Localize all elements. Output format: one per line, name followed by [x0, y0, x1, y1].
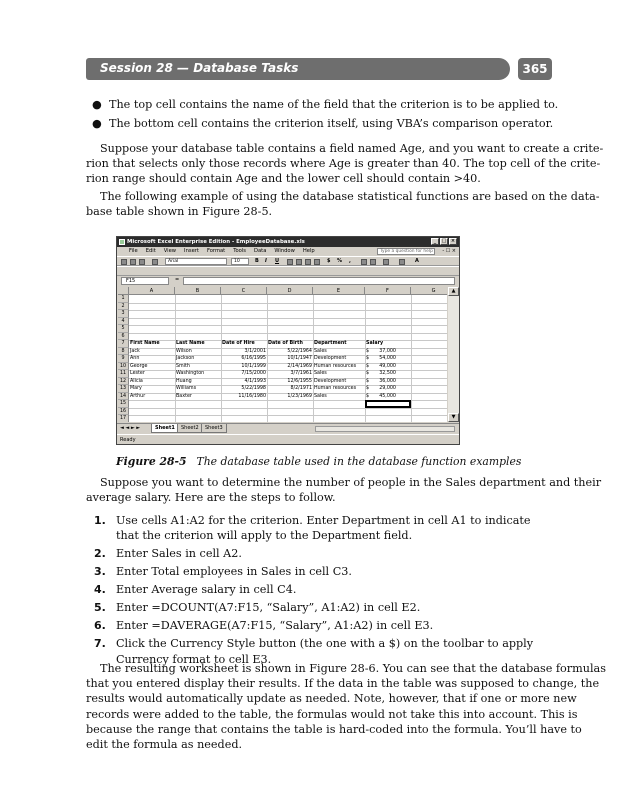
increase-decimal-icon[interactable]: [361, 259, 367, 265]
salary-cell: 29,000: [379, 386, 396, 391]
row-header[interactable]: 10: [118, 363, 129, 371]
bullet-item: [92, 97, 559, 113]
sheet-tab-bar: [117, 423, 459, 433]
vertical-scrollbar[interactable]: [448, 287, 459, 422]
grid-line: [129, 325, 447, 326]
salary-cell: 36,000: [379, 378, 396, 384]
menu-format[interactable]: Format: [206, 248, 226, 254]
comma-style-button[interactable]: ,: [349, 258, 351, 264]
table-cell: 4/1/1993: [244, 378, 266, 384]
table-cell: Ann: [130, 356, 140, 361]
paragraph-result-discussion: [86, 661, 606, 752]
para-line: Suppose you want to determine the number of people in the Sales department and their: [100, 476, 602, 489]
window-controls: [431, 238, 457, 245]
step-item: [86, 546, 546, 561]
table-cell: Sales: [314, 393, 327, 399]
save-icon[interactable]: [139, 259, 145, 265]
table-cell: 2/14/1969: [287, 363, 312, 369]
paragraph-criterion-example: [86, 141, 604, 187]
bullet-text: The bottom cell contains the criterion itself, using VBA’s comparison operator.: [109, 117, 554, 130]
table-header-cell: First Name: [130, 341, 160, 346]
bold-button[interactable]: B: [255, 258, 259, 264]
currency-symbol-cell: $: [366, 356, 370, 361]
excel-window-figure: [116, 236, 460, 445]
table-cell: 5/22/1964: [287, 348, 312, 354]
table-cell: 3/7/1961: [290, 371, 312, 376]
bullet-text: The top cell contains the name of the field that the criterion is to be applied to.: [109, 98, 559, 111]
currency-symbol-cell: $: [366, 386, 370, 391]
table-cell: 5/22/1998: [241, 386, 266, 391]
step-text: Enter =DAVERAGE(A7:F15, “Salary”, A1:A2) in cell E3.: [116, 619, 434, 633]
table-cell: Huang: [176, 378, 192, 384]
table-cell: Human resources: [314, 386, 357, 391]
scroll-down-icon[interactable]: ▼: [448, 413, 459, 422]
step-number: 3.: [94, 565, 106, 579]
salary-cell: 54,000: [379, 356, 396, 361]
row-header[interactable]: 11: [118, 370, 129, 378]
align-center-icon[interactable]: [296, 259, 302, 265]
table-cell: 3/1/2001: [244, 348, 266, 354]
grid-line: [129, 415, 447, 416]
step-text: Enter Sales in cell A2.: [116, 547, 242, 561]
merge-icon[interactable]: [314, 259, 320, 265]
menu-file[interactable]: File: [129, 248, 138, 254]
italic-button[interactable]: I: [265, 258, 267, 264]
table-cell: Alicia: [130, 378, 143, 384]
row-header[interactable]: 14: [118, 393, 129, 401]
step-item: [86, 600, 546, 615]
table-cell: Arthur: [130, 393, 146, 399]
step-text: Enter =DCOUNT(A7:F15, “Salary”, A1:A2) in cell E2.: [116, 601, 421, 615]
select-all-corner[interactable]: [118, 287, 129, 295]
step-item: [86, 618, 546, 633]
table-cell: 12/6/1955: [287, 378, 312, 384]
sheet-tab-sheet3[interactable]: Sheet3: [201, 424, 227, 433]
table-cell: Development: [314, 378, 347, 384]
step-text: Click the Currency Style button (the one with a $) on the toolbar to apply Currency format to cell E3.: [116, 637, 534, 666]
currency-symbol-cell: $: [366, 378, 370, 384]
row-header[interactable]: 17: [118, 415, 129, 422]
selected-cell-outline: [365, 400, 411, 408]
sheet-nav-icons[interactable]: ◄ ◄ ► ►: [120, 425, 141, 431]
page-number: 365: [518, 58, 552, 80]
formula-input[interactable]: [183, 277, 455, 285]
row-header[interactable]: 9: [118, 355, 129, 363]
table-cell: George: [130, 363, 148, 369]
align-left-icon[interactable]: [287, 259, 293, 265]
row-header[interactable]: 1: [118, 295, 129, 303]
open-icon[interactable]: [130, 259, 136, 265]
table-cell: Washington: [176, 371, 205, 376]
new-icon[interactable]: [121, 259, 127, 265]
align-right-icon[interactable]: [305, 259, 311, 265]
table-header-cell: Department: [314, 341, 347, 346]
column-header[interactable]: C: [221, 287, 267, 295]
formula-bar: [117, 276, 459, 286]
excel-title-bar: [117, 237, 459, 247]
figure-caption-text: The database table used in the database function examples: [196, 455, 522, 468]
table-cell: Sales: [314, 348, 327, 354]
name-box[interactable]: F15: [121, 277, 169, 285]
step-number: 4.: [94, 583, 106, 597]
grid-line: [129, 303, 447, 304]
table-cell: Baxter: [176, 393, 192, 399]
table-cell: Mary: [130, 386, 142, 391]
excel-app-icon: [119, 239, 125, 245]
row-header[interactable]: 5: [118, 325, 129, 333]
row-header[interactable]: 16: [118, 408, 129, 416]
sheet-tab-sheet2[interactable]: Sheet2: [177, 424, 203, 433]
currency-symbol-cell: $: [366, 348, 370, 354]
font-color-button[interactable]: A: [415, 258, 419, 264]
column-header[interactable]: D: [267, 287, 313, 295]
step-item: [86, 513, 546, 544]
figure-caption: [116, 455, 521, 468]
table-cell: Development: [314, 356, 347, 361]
font-name-select[interactable]: Arial: [165, 258, 227, 265]
salary-cell: 49,000: [379, 363, 396, 369]
running-header-bar: [86, 58, 510, 80]
table-cell: 1/23/1969: [287, 393, 312, 399]
para-line: results would automatically update as needed. Note, however, that if one or more new: [86, 692, 577, 706]
row-header[interactable]: 15: [118, 400, 129, 408]
formatting-toolbar: [117, 266, 459, 276]
figure-label: Figure 28-5: [116, 455, 187, 468]
para-line: rion range should contain Age and the lower cell should contain >40.: [86, 172, 481, 186]
para-line: base table shown in Figure 28-5.: [86, 205, 273, 219]
salary-cell: 45,000: [379, 393, 396, 399]
row-header[interactable]: 3: [118, 310, 129, 318]
para-line: edit the formula as needed.: [86, 738, 243, 752]
menu-view[interactable]: View: [163, 248, 177, 254]
para-line: The resulting worksheet is shown in Figure 28-6. You can see that the database formulas: [100, 662, 606, 675]
row-header[interactable]: 6: [118, 333, 129, 341]
excel-window-title: Microsoft Excel Enterprise Edition - EmployeeDatabase.xls: [127, 239, 305, 245]
step-number: 2.: [94, 547, 106, 561]
standard-toolbar: [117, 256, 459, 266]
underline-button[interactable]: U: [275, 258, 280, 264]
row-header[interactable]: 2: [118, 303, 129, 311]
paragraph-intro-figure: [86, 189, 600, 219]
para-line: that you entered display their results. If the data in the table was supposed to change, the: [86, 677, 600, 691]
step-number: 5.: [94, 601, 106, 615]
salary-cell: 32,500: [379, 371, 396, 376]
menu-edit[interactable]: Edit: [145, 248, 156, 254]
grid-line: [129, 318, 447, 319]
para-line: The following example of using the database statistical functions are based on the data-: [100, 190, 600, 203]
table-cell: 8/2/1971: [290, 386, 312, 391]
currency-symbol-cell: $: [366, 393, 370, 399]
print-icon[interactable]: [152, 259, 158, 265]
para-line: Suppose your database table contains a field named Age, and you want to create a crite-: [100, 142, 604, 155]
close-icon[interactable]: ×: [450, 238, 456, 244]
table-header-cell: Date of Hire: [222, 341, 255, 346]
row-header[interactable]: 12: [118, 378, 129, 386]
step-item: [86, 582, 546, 597]
horizontal-scrollbar[interactable]: [315, 426, 455, 432]
insert-function-icon[interactable]: =: [175, 277, 180, 283]
step-number: 7.: [94, 637, 106, 651]
table-cell: Wilson: [176, 348, 192, 354]
table-cell: Jackson: [176, 356, 195, 361]
table-header-cell: Date of Birth: [268, 341, 303, 346]
table-cell: Jack: [130, 348, 140, 354]
numbered-steps: [86, 513, 546, 670]
row-header[interactable]: 13: [118, 385, 129, 393]
table-cell: 6/16/1995: [241, 356, 266, 361]
scroll-up-icon[interactable]: ▲: [448, 287, 459, 296]
currency-symbol-cell: $: [366, 371, 370, 376]
para-line: because the range that contains the table is hard-coded into the formula. You’ll have to: [86, 722, 582, 736]
column-header[interactable]: B: [175, 287, 221, 295]
bullet-dot: ●: [92, 98, 102, 111]
step-text: Enter Total employees in Sales in cell C3.: [116, 565, 352, 579]
table-cell: 10/1/1947: [287, 356, 312, 361]
ask-question-input[interactable]: Type a question for help: [377, 248, 435, 255]
column-header[interactable]: A: [129, 287, 175, 295]
table-cell: 10/1/1999: [241, 363, 266, 369]
step-text: Use cells A1:A2 for the criterion. Enter Department in cell A1 to indicate that the criterion will apply to the Department field.: [116, 514, 531, 543]
menu-help[interactable]: Help: [302, 248, 315, 254]
table-cell: Lester: [130, 371, 145, 376]
step-number: 1.: [94, 514, 106, 527]
step-text: Enter Average salary in cell C4.: [116, 583, 297, 597]
grid-line: [129, 310, 447, 311]
table-cell: 7/15/2000: [241, 371, 266, 376]
table-cell: Smith: [176, 363, 190, 369]
decrease-decimal-icon[interactable]: [370, 259, 376, 265]
para-line: rion that selects only those records where Age is greater than 40. The top cell of the crite-: [86, 157, 601, 171]
row-header[interactable]: 7: [118, 340, 129, 348]
salary-cell: 37,000: [379, 348, 396, 354]
grid-line: [129, 408, 447, 409]
column-header[interactable]: E: [313, 287, 365, 295]
fill-color-icon[interactable]: [399, 259, 405, 265]
table-cell: Williams: [176, 386, 197, 391]
excel-menu-bar: [117, 247, 459, 256]
menu-data[interactable]: Data: [254, 248, 267, 254]
workbook-controls[interactable]: - ☐ ×: [442, 248, 456, 254]
table-cell: 11/16/1980: [238, 393, 266, 399]
step-number: 6.: [94, 619, 106, 633]
menu-insert[interactable]: Insert: [184, 248, 199, 254]
step-item: [86, 564, 546, 579]
percent-style-button[interactable]: %: [337, 258, 343, 264]
bullet-dot: ●: [92, 117, 102, 130]
paragraph-steps-intro: [86, 475, 602, 505]
column-header[interactable]: G: [411, 287, 447, 295]
worksheet-grid[interactable]: [118, 287, 447, 422]
column-header[interactable]: F: [365, 287, 411, 295]
minimize-icon[interactable]: _: [431, 238, 439, 245]
currency-style-button[interactable]: $: [327, 258, 331, 264]
maximize-icon[interactable]: □: [441, 238, 447, 244]
bullet-item: [92, 116, 554, 132]
grid-line: [411, 295, 412, 422]
sheet-tab-sheet1[interactable]: Sheet1: [151, 424, 179, 433]
menu-window[interactable]: Window: [274, 248, 295, 254]
running-header-title: Session 28 — Database Tasks: [100, 61, 299, 75]
borders-icon[interactable]: [383, 259, 389, 265]
row-header[interactable]: 8: [118, 348, 129, 356]
grid-line: [129, 333, 447, 334]
table-header-cell: Last Name: [176, 341, 205, 346]
status-bar: Ready: [117, 434, 459, 444]
menu-tools[interactable]: Tools: [233, 248, 246, 254]
currency-symbol-cell: $: [366, 363, 370, 369]
para-line: average salary. Here are the steps to follow.: [86, 491, 336, 505]
table-cell: Sales: [314, 371, 327, 376]
font-size-select[interactable]: 10: [231, 258, 249, 265]
para-line: records were added to the table, the formulas would not take this into account. This is: [86, 707, 578, 721]
row-header[interactable]: 4: [118, 318, 129, 326]
table-header-cell: Salary: [366, 341, 384, 346]
table-cell: Human resources: [314, 363, 357, 369]
